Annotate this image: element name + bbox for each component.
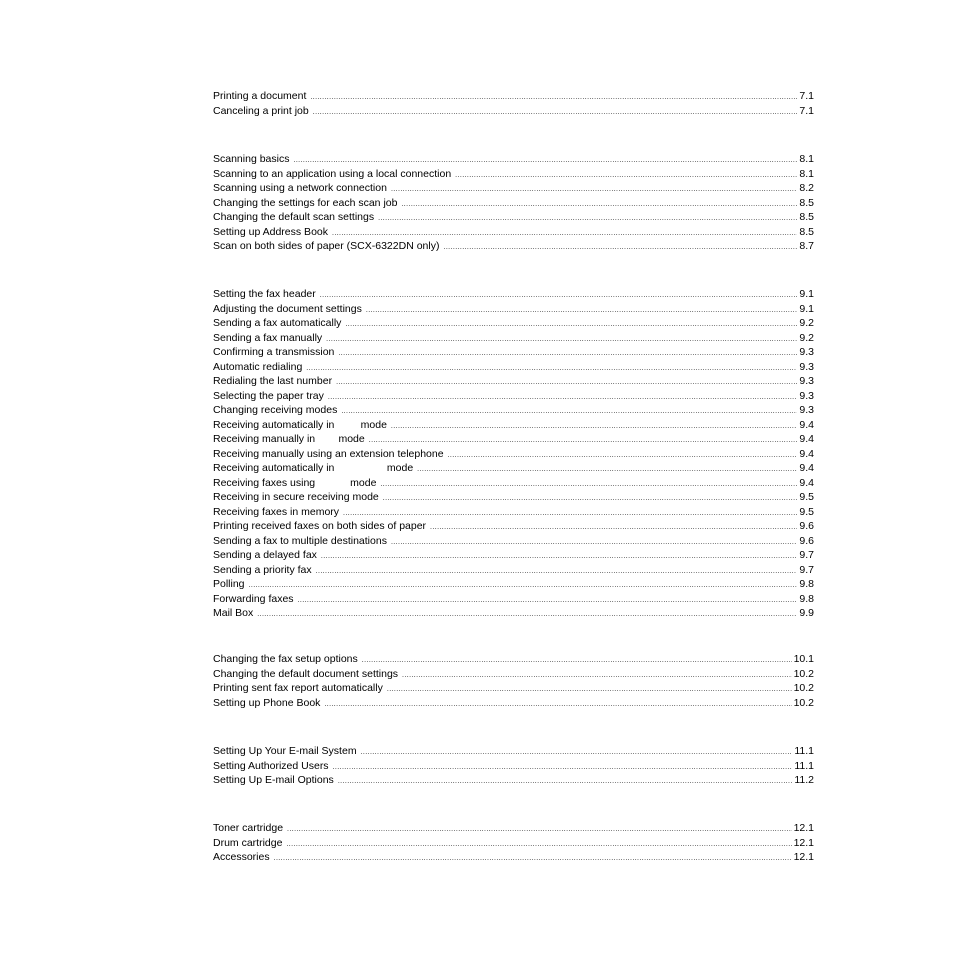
toc-entry[interactable] [213,418,814,433]
toc-entry-title: Mail Box [213,607,254,619]
toc-entry-title: Printing sent fax report automatically [213,682,383,694]
toc-entry[interactable] [213,360,814,375]
toc-entry-page-number: 9.3 [799,346,814,358]
toc-entry-page-number: 8.1 [799,167,814,180]
dot-leader [338,347,797,360]
toc-entry-title: Receiving in secure receiving mode [213,491,379,503]
dot-leader [326,333,797,346]
toc-entry-page-number: 8.5 [799,211,814,223]
toc-entry[interactable] [213,681,814,696]
toc-entry-title: Setting the fax header [213,288,316,300]
toc-entry-page-number: 10.2 [793,696,814,709]
toc-entry-title: Confirming a transmission [213,346,335,358]
dot-leader [306,362,797,375]
toc-entry-page-number: 10.2 [793,667,814,680]
toc-entry[interactable] [213,447,814,462]
toc-entry[interactable] [213,821,814,836]
toc-entry-page-number: 9.7 [799,549,814,561]
toc-entry[interactable] [213,181,814,196]
toc-section-faxing [213,287,814,621]
dot-leader [443,241,797,254]
dot-leader [362,654,792,667]
toc-entry[interactable] [213,196,814,211]
toc-entry[interactable] [213,239,814,254]
dot-leader [383,492,798,505]
toc-entry-title: Automatic redialing [213,360,303,373]
dot-leader [387,683,792,696]
toc-entry-title: Toner cartridge [213,822,284,834]
toc-entry[interactable] [213,534,814,549]
toc-entry[interactable] [213,331,814,346]
toc-entry-title: Redialing the last number [213,375,333,387]
toc-entry-page-number: 9.3 [799,360,814,373]
toc-entry-page-number: 8.7 [799,240,814,252]
dot-leader [391,536,797,549]
toc-entry-title: Changing receiving modes [213,404,338,416]
dot-leader [455,169,797,182]
dot-leader [298,594,798,607]
dot-leader [338,775,793,788]
dot-leader [274,852,792,865]
toc-entry[interactable] [213,432,814,447]
toc-entry-title: Sending a priority fax [213,563,312,576]
toc-section-scanning [213,152,814,254]
toc-entry-title: Setting up Phone Book [213,696,321,709]
dot-leader [361,746,793,759]
toc-entry-page-number: 7.1 [799,90,814,102]
toc-entry-page-number: 9.2 [799,317,814,329]
toc-entry[interactable] [213,652,814,667]
dot-leader [310,91,797,104]
toc-entry[interactable] [213,287,814,302]
toc-entry[interactable] [213,152,814,167]
toc-entry-page-number: 10.1 [793,653,814,665]
toc-entry-title: Drum cartridge [213,836,283,849]
dot-leader [332,227,797,240]
toc-entry-page-number: 9.4 [799,447,814,460]
toc-entry-title: Setting Up E-mail Options [213,774,334,786]
toc-entry-title: Receiving manually using an extension telephone [213,447,444,460]
toc-entry[interactable] [213,563,814,578]
dot-leader [313,106,798,119]
toc-entry-title: Printing received faxes on both sides of paper [213,520,427,532]
dot-leader [316,565,798,578]
dot-leader [345,318,797,331]
toc-entry-title: Sending a fax to multiple destinations [213,534,387,547]
toc-entry-page-number: 12.1 [793,836,814,849]
toc-entry-page-number: 9.1 [799,302,814,315]
toc-entry-page-number: 7.1 [799,104,814,117]
toc-entry[interactable] [213,210,814,225]
toc-entry-title: Scanning basics [213,153,290,165]
toc-entry-page-number: 9.3 [799,404,814,416]
toc-entry-page-number: 9.2 [799,331,814,344]
dot-leader [343,507,797,520]
toc-entry[interactable] [213,836,814,851]
toc-entry-page-number: 8.2 [799,182,814,194]
toc-entry[interactable] [213,345,814,360]
toc-entry-page-number: 9.4 [799,476,814,489]
toc-entry-title: Scanning to an application using a local connection [213,167,452,180]
toc-entry-title: Polling [213,578,245,590]
toc-entry-title: Receiving automatically in mode [213,462,414,474]
dot-leader [448,449,798,462]
toc-entry-page-number: 9.1 [799,288,814,300]
toc-entry[interactable] [213,225,814,240]
toc-entry-title: Changing the settings for each scan job [213,196,398,209]
dot-leader [378,212,797,225]
toc-entry-title: Receiving faxes using mode [213,476,377,489]
toc-entry[interactable] [213,389,814,404]
toc-entry[interactable] [213,606,814,621]
toc-section-email [213,744,814,788]
dot-leader [341,405,797,418]
toc-entry-title: Receiving automatically in mode [213,418,387,431]
dot-leader [249,579,798,592]
toc-entry-title: Setting up Address Book [213,225,328,238]
toc-entry-title: Forwarding faxes [213,592,294,605]
toc-entry-title: Selecting the paper tray [213,389,324,402]
toc-entry[interactable] [213,316,814,331]
toc-entry[interactable] [213,744,814,759]
toc-entry[interactable] [213,89,814,104]
toc-entry-page-number: 9.9 [799,607,814,619]
dot-leader [324,698,791,711]
dot-leader [287,823,792,836]
toc-entry-title: Accessories [213,851,270,863]
toc-entry[interactable] [213,850,814,865]
toc-entry[interactable] [213,461,814,476]
toc-entry-page-number: 9.4 [799,418,814,431]
toc-entry-page-number: 8.5 [799,196,814,209]
toc-entry-page-number: 11.1 [794,759,814,772]
toc-entry[interactable] [213,519,814,534]
toc-entry-page-number: 9.4 [799,433,814,445]
dot-leader [369,434,798,447]
toc-entry-title: Changing the fax setup options [213,653,358,665]
toc-entry-page-number: 9.6 [799,534,814,547]
toc-entry[interactable] [213,167,814,182]
toc-entry[interactable] [213,696,814,711]
toc-entry-page-number: 12.1 [793,851,814,863]
toc-entry-page-number: 11.2 [794,774,814,786]
toc-entry-page-number: 8.5 [799,225,814,238]
toc-entry-page-number: 11.1 [794,745,814,757]
dot-leader [366,304,798,317]
toc-entry-title: Sending a fax automatically [213,317,342,329]
toc-entry-title: Printing a document [213,90,307,102]
dot-leader [328,391,797,404]
toc-entry[interactable] [213,403,814,418]
toc-entry[interactable] [213,374,814,389]
toc-entry[interactable] [213,302,814,317]
toc-entry[interactable] [213,104,814,119]
toc-entry-title: Changing the default scan settings [213,211,375,223]
toc-entry[interactable] [213,505,814,520]
toc-entry[interactable] [213,548,814,563]
dot-leader [293,154,797,167]
toc-entry-page-number: 9.5 [799,491,814,503]
dot-leader [321,550,797,563]
toc-section-printing [213,89,814,118]
toc-entry-title: Adjusting the document settings [213,302,362,315]
dot-leader [391,420,797,433]
toc-entry-page-number: 9.8 [799,592,814,605]
toc-section-fax-setup [213,652,814,710]
toc-entry[interactable] [213,577,814,592]
dot-leader [401,198,797,211]
toc-entry-page-number: 10.2 [793,682,814,694]
toc-entry-title: Sending a delayed fax [213,549,317,561]
toc-entry-page-number: 8.1 [799,153,814,165]
toc-entry[interactable] [213,667,814,682]
toc-entry-title: Scanning using a network connection [213,182,387,194]
dot-leader [333,761,793,774]
toc-entry-page-number: 9.3 [799,389,814,402]
toc-entry-title: Sending a fax manually [213,331,323,344]
toc-entry[interactable] [213,773,814,788]
toc-entry[interactable] [213,490,814,505]
dot-leader [257,608,797,621]
dot-leader [391,183,797,196]
toc-entry-page-number: 9.5 [799,505,814,518]
toc-entry[interactable] [213,476,814,491]
dot-leader [402,669,792,682]
dot-leader [380,478,797,491]
toc-entry-title: Scan on both sides of paper (SCX-6322DN only) [213,240,440,252]
toc-entry-title: Canceling a print job [213,104,309,117]
toc-entry-title: Changing the default document settings [213,667,399,680]
toc-entry[interactable] [213,759,814,774]
toc-entry-page-number: 9.7 [799,563,814,576]
toc-entry[interactable] [213,592,814,607]
dot-leader [430,521,797,534]
toc-entry-page-number: 9.4 [799,462,814,474]
dot-leader [320,289,798,302]
toc-entry-title: Setting Up Your E-mail System [213,745,357,757]
toc-section-supplies [213,821,814,865]
toc-entry-title: Setting Authorized Users [213,759,329,772]
toc-entry-page-number: 9.3 [799,375,814,387]
toc-entry-page-number: 12.1 [793,822,814,834]
dot-leader [417,463,797,476]
toc-entry-page-number: 9.8 [799,578,814,590]
dot-leader [286,838,791,851]
dot-leader [336,376,797,389]
toc-entry-title: Receiving faxes in memory [213,505,340,518]
toc-entry-page-number: 9.6 [799,520,814,532]
toc-entry-title: Receiving manually in mode [213,433,365,445]
